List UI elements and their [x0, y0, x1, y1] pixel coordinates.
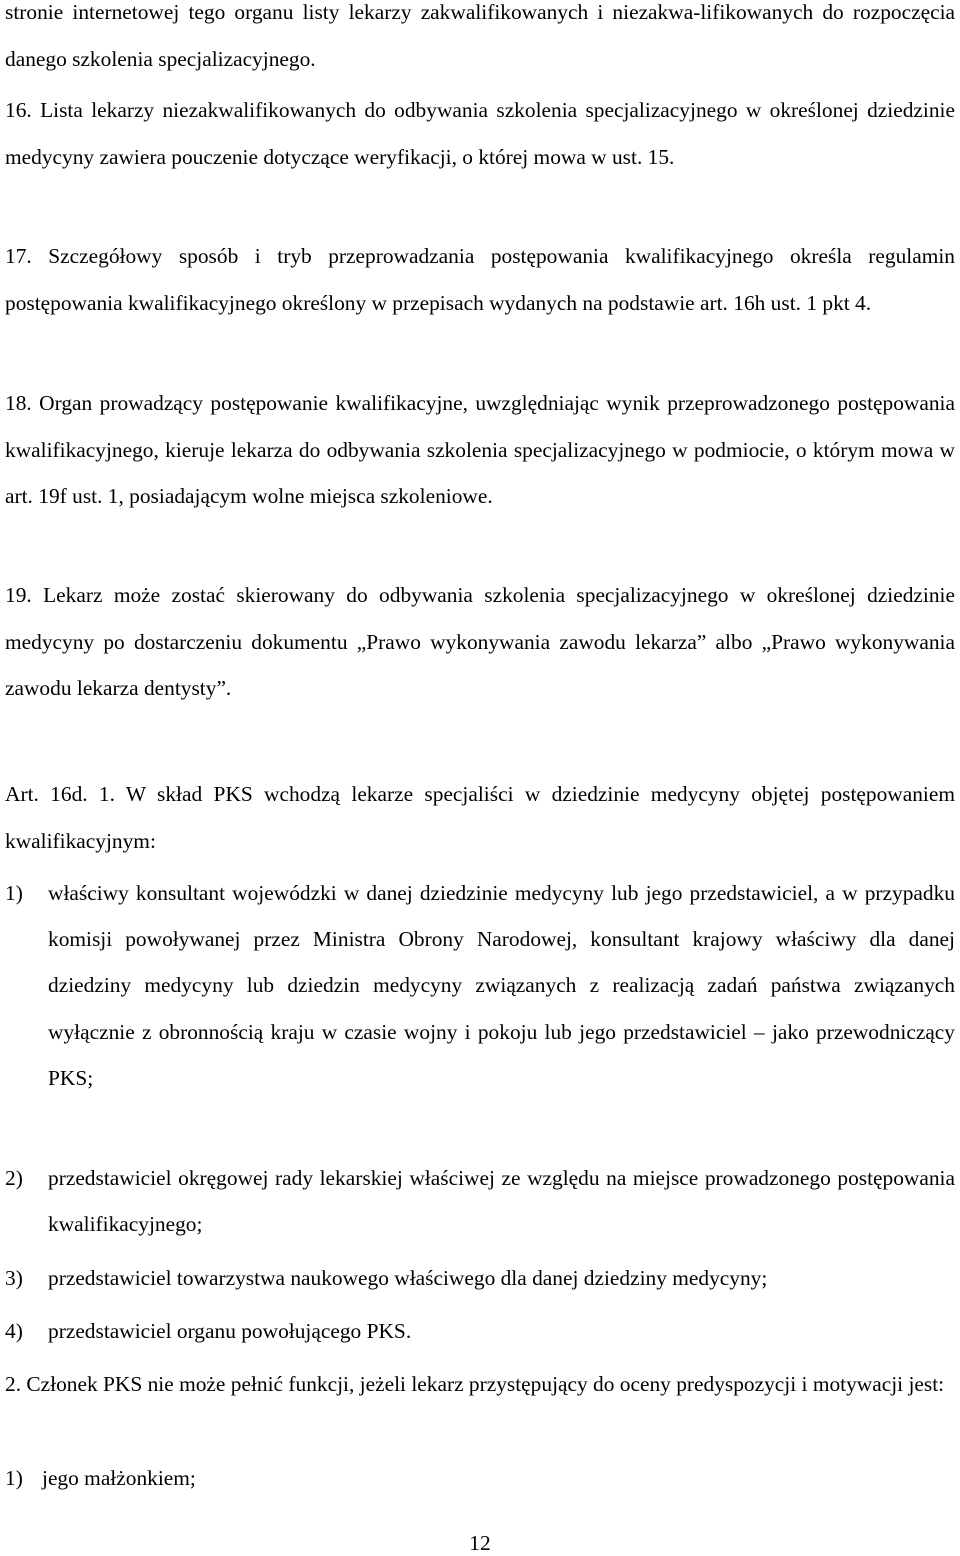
list-item-number: 2) [5, 1166, 23, 1190]
paragraph-continuation: stronie internetowej tego organu listy lekarzy zakwalifikowanych i niezakwa-lifikowanych do rozpoczęcia danego szkolenia specjalizacyjnego. [5, 0, 955, 71]
list-item-number: 3) [5, 1266, 23, 1290]
list-item [5, 1255, 955, 1301]
paragraph-16: 16. Lista lekarzy niezakwalifikowanych do odbywania szkolenia specjalizacyjnego w określonej dziedzinie medycyny zawiera pouczenie dotyczące weryfikacji, o której mowa w ust. 15. [5, 98, 955, 169]
list-item [5, 1155, 955, 1247]
article-16d-intro: Art. 16d. 1. W skład PKS wchodzą lekarze specjaliści w dziedzinie medycyny objętej postępowaniem kwalifikacyjnym: [5, 782, 955, 853]
list-item-number: 1) [5, 881, 23, 905]
list-item-text: jego małżonkiem; [42, 1466, 196, 1490]
paragraph-17: 17. Szczegółowy sposób i tryb przeprowadzania postępowania kwalifikacyjnego określa regulamin postępowania kwalifikacyjnego określony w przepisach wydanych na podstawie art. 16h ust. 1 pkt 4. [5, 244, 955, 315]
page-number: 12 [469, 1531, 491, 1555]
list-item [5, 870, 955, 1101]
list-item-text: przedstawiciel organu powołującego PKS. [48, 1319, 412, 1343]
list-item-number: 1) [5, 1466, 23, 1490]
list-item-text: przedstawiciel towarzystwa naukowego właściwego dla danej dziedziny medycyny; [48, 1266, 768, 1290]
list-item [5, 1455, 955, 1501]
paragraph-19: 19. Lekarz może zostać skierowany do odbywania szkolenia specjalizacyjnego w określonej dziedzinie medycyny po dostarczeniu dokumentu „Prawo wykonywania zawodu lekarza” albo „Prawo wykonywania zawodu lekarza dentysty”. [5, 583, 955, 700]
paragraph-2: 2. Członek PKS nie może pełnić funkcji, jeżeli lekarz przystępujący do oceny predyspozycji i motywacji jest: [5, 1372, 945, 1396]
list-item-number: 4) [5, 1319, 23, 1343]
list-item [5, 1308, 955, 1354]
paragraph-18: 18. Organ prowadzący postępowanie kwalifikacyjne, uwzględniając wynik przeprowadzonego postępowania kwalifikacyjnego, kieruje lekarza do odbywania szkolenia specjalizacyjnego w podmiocie, o którym mowa w art. 19f ust. 1, posiadającym wolne miejsca szkoleniowe. [5, 391, 955, 508]
list-item-text: właściwy konsultant wojewódzki w danej dziedzinie medycyny lub jego przedstawiciel, a w przypadku komisji powoływanej przez Ministra Obrony Narodowej, konsultant krajowy właściwy dla danej dziedziny medycyny lub dziedzin medycyny związanych z realizacją zadań państwa związanych wyłącznie z obronnością kraju w czasie wojny i pokoju lub jego przedstawiciel – jako przewodniczący PKS; [48, 881, 955, 1090]
list-item-text: przedstawiciel okręgowej rady lekarskiej właściwej ze względu na miejsce prowadzonego postępowania kwalifikacyjnego; [48, 1166, 955, 1237]
